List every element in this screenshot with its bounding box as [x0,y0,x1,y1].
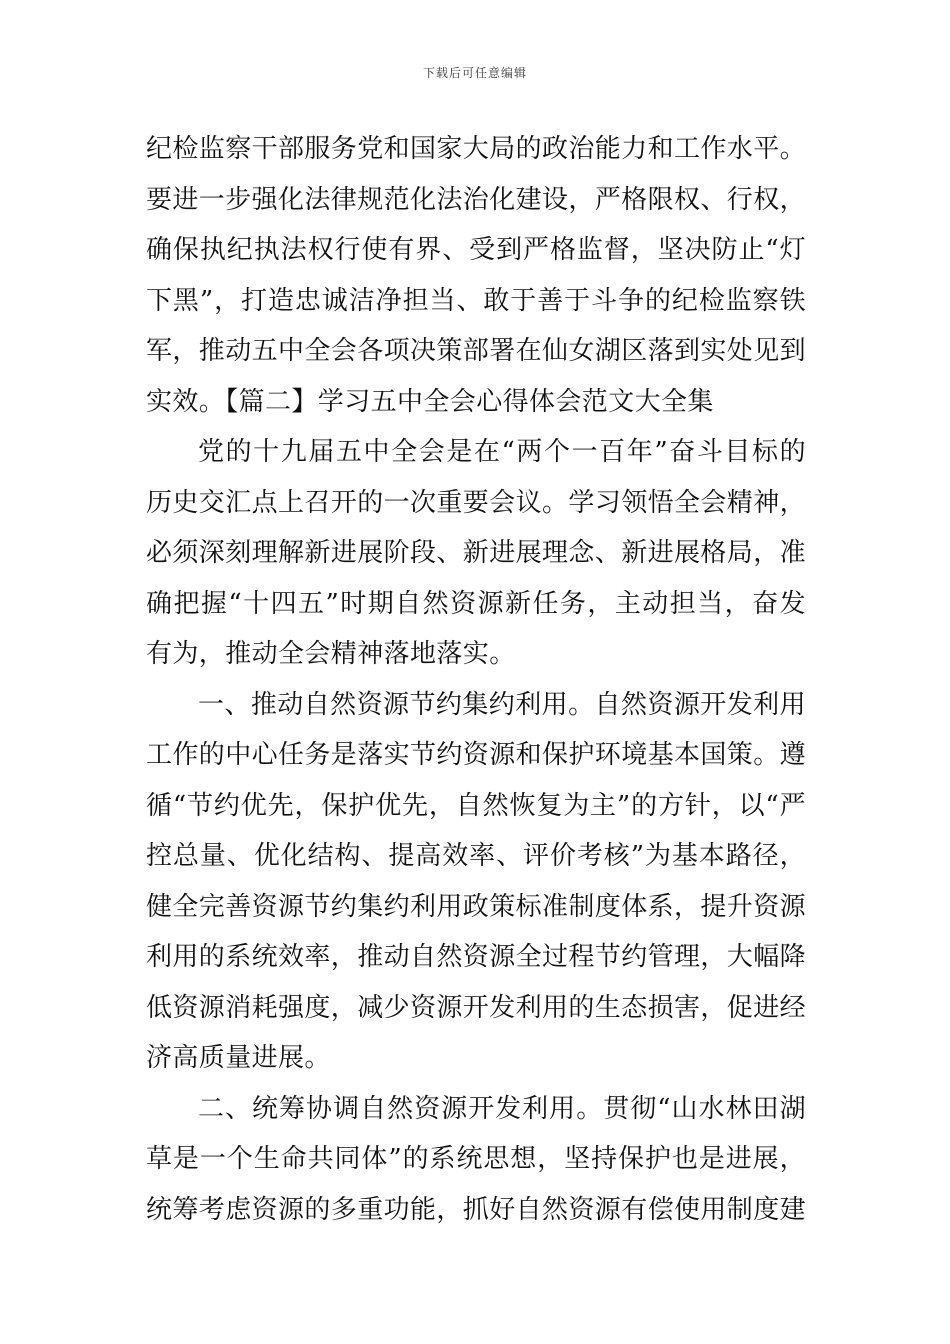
paragraph-3: 一、推动自然资源节约集约利用。自然资源开发利用工作的中心任务是落实节约资源和保护环境基本国策。遵循“节约优先，保护优先，自然恢复为主”的方针，以“严控总量、优化结构、提高效率、评价考核”为基本路径，健全完善资源节约集约利用政策标准制度体系，提升资源利用的系统效率，推动自然资源全过程节约管理，大幅降低资源消耗强度，减少资源开发利用的生态损害，促进经济高质量进展。 [146,689,807,1073]
paragraph-1: 纪检监察干部服务党和国家大局的政治能力和工作水平。要进一步强化法律规范化法治化建设，严格限权、行权，确保执纪执法权行使有界、受到严格监督，坚决防止“灯下黑”，打造忠诚洁净担当、敢于善于斗争的纪检监察铁军，推动五中全会各项决策部署在仙女湖区落到实处见到实效。【篇二】学习五中全会心得体会范文大全集 [146,134,807,417]
document-body [146,124,806,1235]
paragraph-2: 党的十九届五中全会是在“两个一百年”奋斗目标的历史交汇点上召开的一次重要会议。学习领悟全会精神，必须深刻理解新进展阶段、新进展理念、新进展格局，准确把握“十四五”时期自然资源新任务，主动担当，奋发有为，推动全会精神落地落实。 [146,437,807,669]
page-header-note: 下载后可任意编辑 [422,66,527,80]
paragraph-4: 二、统筹协调自然资源开发利用。贯彻“山水林田湖草是一个生命共同体”的系统思想，坚持保护也是进展，统筹考虑资源的多重功能，抓好自然资源有偿使用制度建 [146,1093,807,1225]
